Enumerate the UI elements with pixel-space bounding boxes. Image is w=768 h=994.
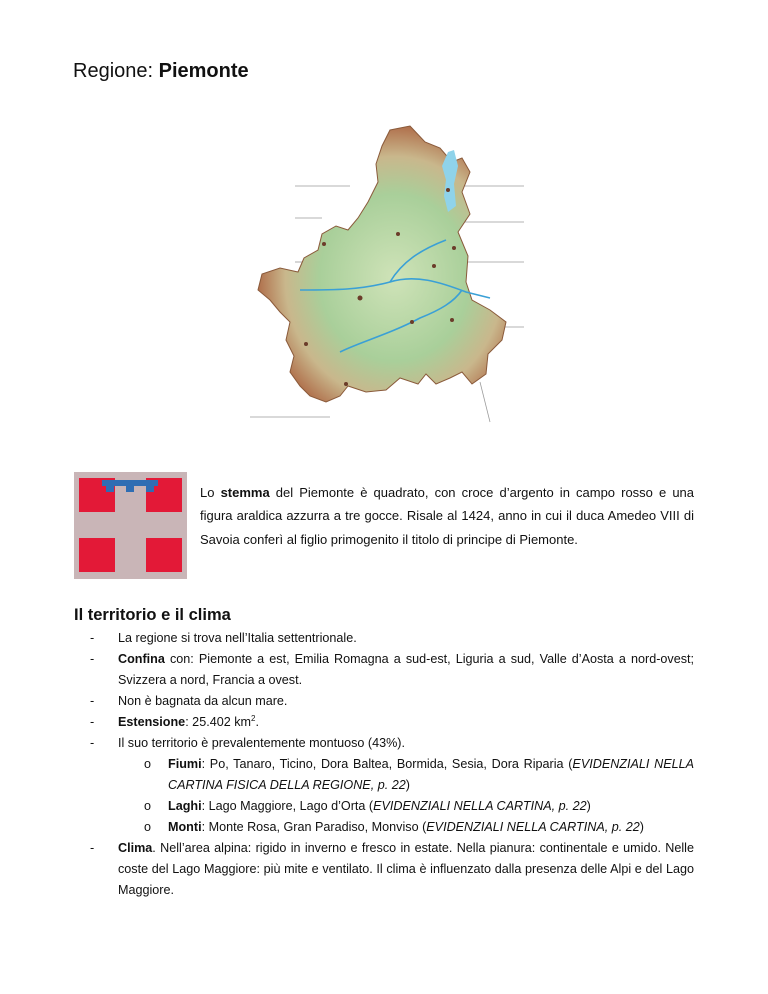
list-item: - Il suo territorio è prevalentemente montuoso (43%).: [90, 736, 405, 750]
section-heading: Il territorio e il clima: [74, 606, 231, 624]
stemma-term: stemma: [220, 485, 270, 500]
list-item: - Non è bagnata da alcun mare.: [90, 694, 288, 708]
territory-climate-list: [88, 628, 694, 901]
region-shape: [258, 126, 506, 402]
piemonte-physical-map: [240, 122, 530, 432]
list-item: - Estensione: 25.402 $km^2$.: [90, 713, 259, 729]
sub-list-item: o Monti: Monte Rosa, Gran Paradiso, Monviso (EVIDENZIALI NELLA CARTINA, p. 22): [144, 820, 644, 834]
list-item: - Confina con: Piemonte a est, Emilia Romagna a sud-est, Liguria a sud, Valle d’Aosta a nord-ovest; Svizzera a nord, Francia a ovest.: [90, 652, 694, 687]
title-prefix: Regione:: [73, 60, 159, 82]
list-item: - Clima. Nell’area alpina: rigido in inverno e fresco in estate. Nella pianura: continentale e umido. Nelle coste del Lago Maggiore: più mite e ventilato. Il clima è influenzato dalla presenza delle Alpi e del Lago Maggiore.: [90, 841, 694, 897]
coat-of-arms-description: Lo stemma del Piemonte è quadrato, con croce d’argento in campo rosso e una figura araldica azzurra a tre gocce. Risale al 1424, anno in cui il duca Amedeo VIII di Savoia conferì al figlio primogenito il titolo di principe di Piemonte.: [200, 485, 695, 547]
coat-quarter-bottom-left: [79, 538, 115, 572]
coat-of-arms: [74, 472, 187, 579]
coat-quarter-bottom-right: [146, 538, 182, 572]
list-item: - La regione si trova nell’Italia settentrionale.: [90, 631, 357, 645]
heraldic-label-drop: [106, 486, 114, 492]
heraldic-label-drop: [126, 486, 134, 492]
sub-list-item: o Laghi: Lago Maggiore, Lago d’Orta (EVIDENZIALI NELLA CARTINA, p. 22): [144, 799, 591, 813]
heraldic-label-drop: [146, 486, 154, 492]
title-region-name: Piemonte: [158, 60, 249, 82]
page-title: [73, 60, 249, 83]
sub-list-item: o Fiumi: Po, Tanaro, Ticino, Dora Baltea, Bormida, Sesia, Dora Riparia (EVIDENZIALI NELLA CARTINA FISICA DELLA REGIONE, p. 22): [144, 757, 695, 792]
